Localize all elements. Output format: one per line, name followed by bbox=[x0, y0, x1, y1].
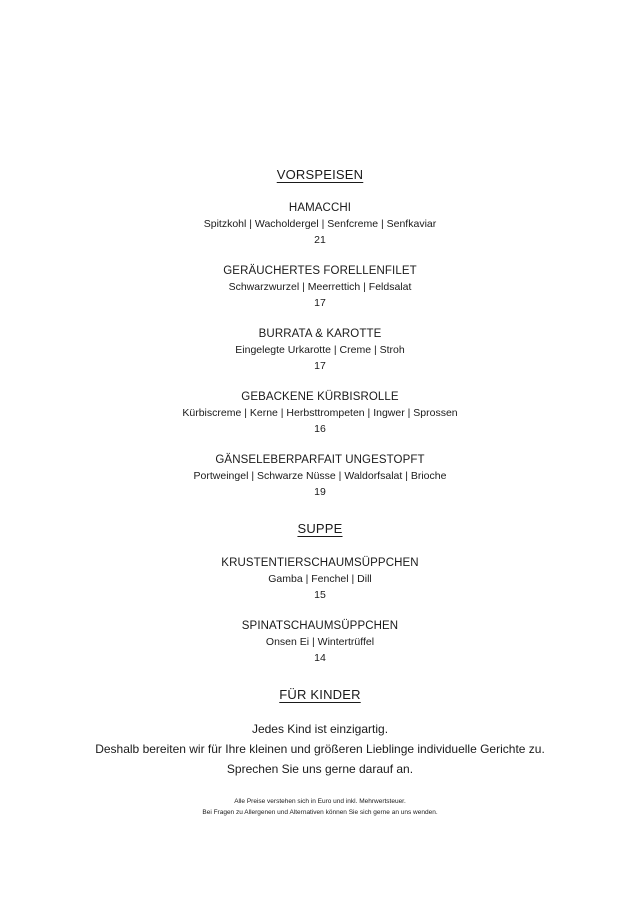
dish-item bbox=[0, 452, 640, 500]
dish-name: HAMACCHI bbox=[288, 202, 352, 214]
dish-item bbox=[0, 555, 640, 603]
dish-description: Spitzkohl | Wacholdergel | Senfcreme | Senfkaviar bbox=[203, 218, 437, 230]
dish-name: GEBACKENE KÜRBISROLLE bbox=[241, 391, 399, 403]
dish-price: 14 bbox=[314, 652, 326, 664]
dish-description: Schwarzwurzel | Meerrettich | Feldsalat bbox=[228, 281, 412, 293]
dish-price: 16 bbox=[314, 423, 326, 435]
dish-name: BURRATA & KAROTTE bbox=[258, 328, 382, 340]
dish-name: GERÄUCHERTES FORELLENFILET bbox=[223, 265, 417, 277]
menu-page bbox=[0, 165, 640, 818]
dish-description: Gamba | Fenchel | Dill bbox=[268, 573, 372, 585]
dish-description: Kürbiscreme | Kerne | Herbsttrompeten | Ingwer | Sprossen bbox=[182, 407, 458, 419]
dish-price: 17 bbox=[314, 297, 326, 309]
dish-name: SPINATSCHAUMSÜPPCHEN bbox=[241, 620, 399, 632]
dish-name: GÄNSELEBERPARFAIT UNGESTOPFT bbox=[215, 454, 425, 466]
price-footnote bbox=[0, 796, 640, 818]
footnote-line: Bei Fragen zu Allergenen und Alternativen können Sie sich gerne an uns wenden. bbox=[202, 809, 438, 816]
dish-description: Eingelegte Urkarotte | Creme | Stroh bbox=[235, 344, 405, 356]
dish-price: 17 bbox=[314, 360, 326, 372]
dish-price: 21 bbox=[314, 234, 326, 246]
kids-note bbox=[0, 719, 640, 779]
dish-price: 15 bbox=[314, 589, 326, 601]
section-title: VORSPEISEN bbox=[276, 167, 364, 182]
section-title: FÜR KINDER bbox=[279, 687, 361, 702]
dish-price: 19 bbox=[314, 486, 326, 498]
kids-text-line: Jedes Kind ist einzigartig. bbox=[251, 722, 389, 736]
section-fuer-kinder bbox=[0, 685, 640, 779]
dish-item bbox=[0, 618, 640, 666]
dish-item bbox=[0, 263, 640, 311]
dish-item bbox=[0, 389, 640, 437]
dish-description: Portweingel | Schwarze Nüsse | Waldorfsalat | Brioche bbox=[193, 470, 447, 482]
section-vorspeisen bbox=[0, 165, 640, 500]
section-title: SUPPE bbox=[297, 521, 343, 536]
dish-description: Onsen Ei | Wintertrüffel bbox=[265, 636, 375, 648]
kids-text-line: Deshalb bereiten wir für Ihre kleinen und größeren Lieblinge individuelle Gerichte zu. bbox=[95, 742, 545, 756]
dish-name: KRUSTENTIERSCHAUMSÜPPCHEN bbox=[221, 557, 419, 569]
footnote-line: Alle Preise verstehen sich in Euro und inkl. Mehrwertsteuer. bbox=[234, 798, 406, 805]
section-suppe bbox=[0, 519, 640, 666]
kids-text-line: Sprechen Sie uns gerne darauf an. bbox=[226, 762, 414, 776]
dish-item bbox=[0, 326, 640, 374]
dish-item bbox=[0, 200, 640, 248]
